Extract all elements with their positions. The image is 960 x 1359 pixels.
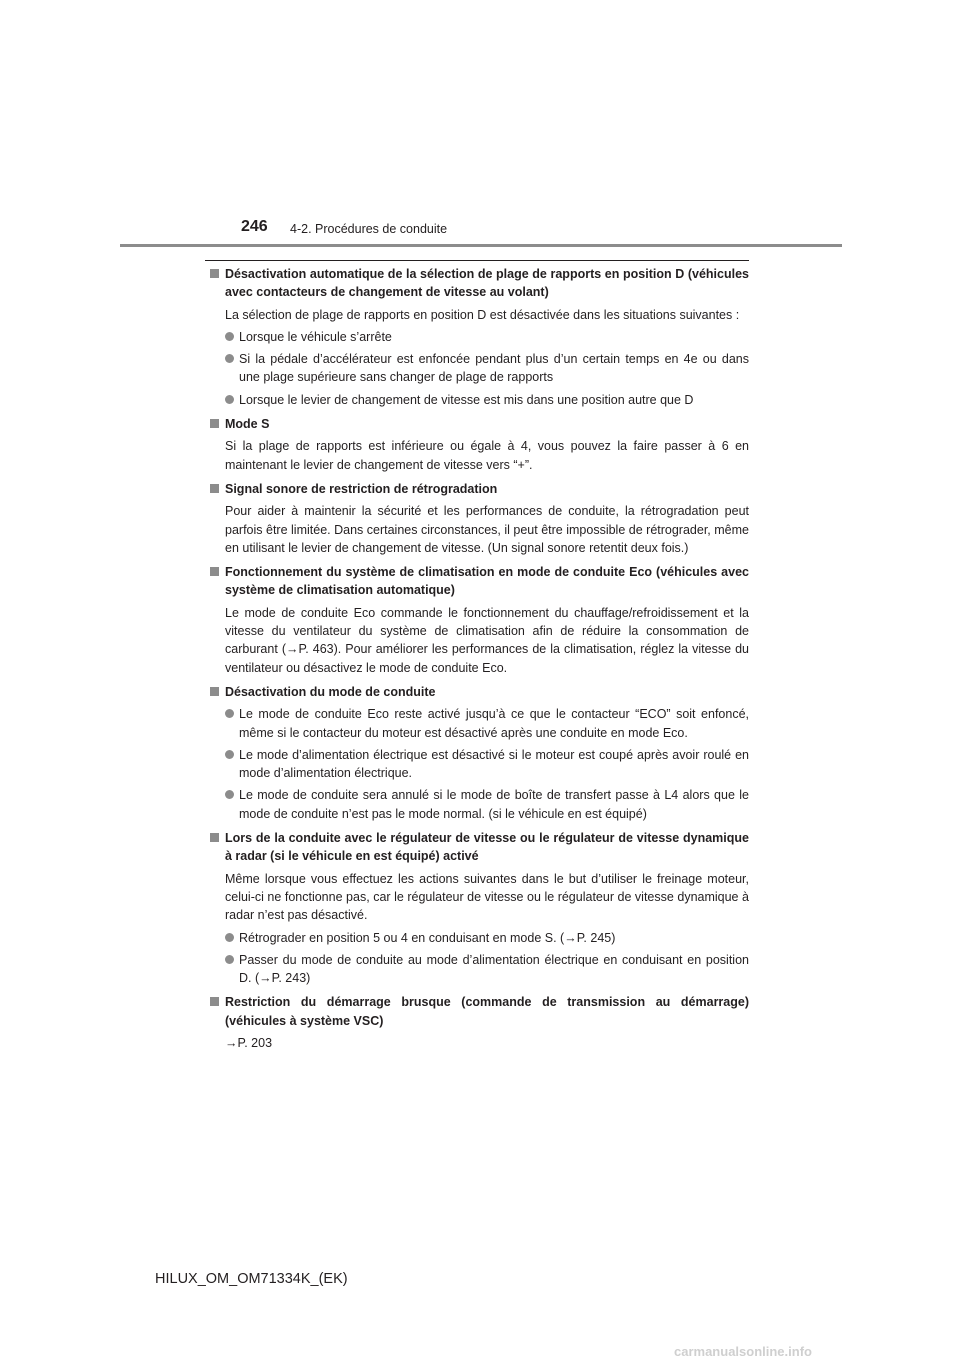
list-item-text: Le mode de conduite sera annulé si le mode de boîte de transfert passe à L4 alors que le mode de conduite n’est pas le mode normal. (si le véhicule en est équipé)	[239, 788, 749, 821]
section-auto-d-release	[208, 265, 749, 409]
square-bullet-icon	[210, 997, 219, 1006]
section-heading	[208, 563, 749, 600]
list-item-text: Le mode d’alimentation électrique est désactivé si le moteur est coupé après avoir roulé en mode d’alimentation électrique.	[239, 747, 749, 781]
section-downshift-buzzer	[208, 480, 749, 557]
list-item	[225, 746, 749, 783]
section-heading	[208, 993, 749, 1030]
square-bullet-icon	[210, 484, 219, 493]
section-heading	[208, 829, 749, 866]
section-title: 4-2. Procédures de conduite	[290, 222, 448, 236]
section-heading	[208, 415, 749, 433]
heading-text: Restriction du démarrage brusque (commande de transmission au démarrage) (véhicules à système VSC)	[225, 995, 749, 1028]
list-item	[225, 328, 749, 346]
list-item-text: Lorsque le levier de changement de vitesse est mis dans une position autre que D	[239, 392, 694, 407]
section-mode-s	[208, 415, 749, 474]
square-bullet-icon	[210, 419, 219, 428]
heading-text: Fonctionnement du système de climatisation en mode de conduite Eco (véhicules avec système de climatisation automatique)	[225, 565, 749, 598]
section-heading	[208, 683, 749, 701]
list-item-text: Le mode de conduite Eco reste activé jusqu’à ce que le contacteur “ECO” soit enfoncé, même si le contacteur du moteur est désactivé après une conduite en mode Eco.	[239, 707, 749, 740]
square-bullet-icon	[210, 269, 219, 278]
paragraph: La sélection de plage de rapports en position D est désactivée dans les situations suivantes :	[225, 307, 740, 322]
list-item-text: Passer du mode de conduite au mode d’alimentation électrique en conduisant en position D. (→P. 243)	[239, 952, 749, 986]
list-item-text: Rétrograder en position 5 ou 4 en conduisant en mode S. (→P. 245)	[239, 930, 616, 945]
list-item	[225, 951, 749, 988]
circle-bullet-icon	[225, 933, 234, 942]
list-item-text: Si la pédale d’accélérateur est enfoncée pendant plus d’un certain temps en 4e ou dans une plage supérieure sans changer de plage de rapports	[239, 352, 749, 385]
list-item	[225, 350, 749, 387]
watermark: carmanualsonline.info	[674, 1344, 812, 1359]
document-code: HILUX_OM_OM71334K_(EK)	[155, 1271, 348, 1287]
circle-bullet-icon	[225, 709, 234, 718]
section-sudden-start	[208, 993, 749, 1052]
circle-bullet-icon	[225, 354, 234, 363]
page-reference: →P. 203	[225, 1035, 273, 1050]
list-item-text: Lorsque le véhicule s’arrête	[239, 329, 392, 344]
paragraph: Même lorsque vous effectuez les actions suivantes dans le but d’utiliser le freinage moteur, celui-ci ne fonctionne pas, car le régulateur de vitesse ou le régulateur de vitesse dynamique à radar n’est pas désactivé.	[225, 871, 749, 923]
content-rule	[205, 260, 749, 261]
heading-text: Signal sonore de restriction de rétrogradation	[225, 481, 498, 496]
circle-bullet-icon	[225, 332, 234, 341]
circle-bullet-icon	[225, 395, 234, 404]
paragraph: Si la plage de rapports est inférieure ou égale à 4, vous pouvez la faire passer à 6 en maintenant le levier de changement de vitesse vers “+”.	[225, 439, 749, 472]
square-bullet-icon	[210, 567, 219, 576]
heading-text: Lors de la conduite avec le régulateur de vitesse ou le régulateur de vitesse dynamique à radar (si le véhicule en est équipé) activé	[225, 831, 749, 864]
paragraph: Le mode de conduite Eco commande le fonctionnement du chauffage/refroidissement et la vitesse du ventilateur du système de climatisation afin de réduire la consommation de carburant (→P. 463). Pour améliorer les performances de la climatisation, réglez la vitesse du ventilateur ou désactivez le mode de conduite Eco.	[225, 605, 749, 675]
heading-text: Mode S	[225, 417, 270, 432]
list-item	[225, 929, 749, 947]
circle-bullet-icon	[225, 790, 234, 799]
heading-text: Désactivation du mode de conduite	[225, 684, 436, 699]
page-content	[208, 265, 749, 1058]
header-rule	[120, 244, 842, 247]
page-number: 246	[241, 218, 268, 235]
circle-bullet-icon	[225, 955, 234, 964]
section-heading	[208, 480, 749, 498]
list-item	[225, 391, 749, 409]
section-cruise-control	[208, 829, 749, 987]
section-eco-ac	[208, 563, 749, 677]
list-item	[225, 786, 749, 823]
heading-text: Désactivation automatique de la sélection de plage de rapports en position D (véhicules avec contacteurs de changement de vitesse au volant)	[225, 267, 749, 300]
section-heading	[208, 265, 749, 302]
section-drive-mode-cancel	[208, 683, 749, 823]
square-bullet-icon	[210, 833, 219, 842]
list-item	[225, 705, 749, 742]
paragraph: Pour aider à maintenir la sécurité et les performances de conduite, la rétrogradation peut parfois être limitée. Dans certaines circonstances, il peut être impossible de rétrograder, même en utilisant le levier de changement de vitesse. (Un signal sonore retentit deux fois.)	[225, 504, 749, 555]
square-bullet-icon	[210, 687, 219, 696]
circle-bullet-icon	[225, 750, 234, 759]
